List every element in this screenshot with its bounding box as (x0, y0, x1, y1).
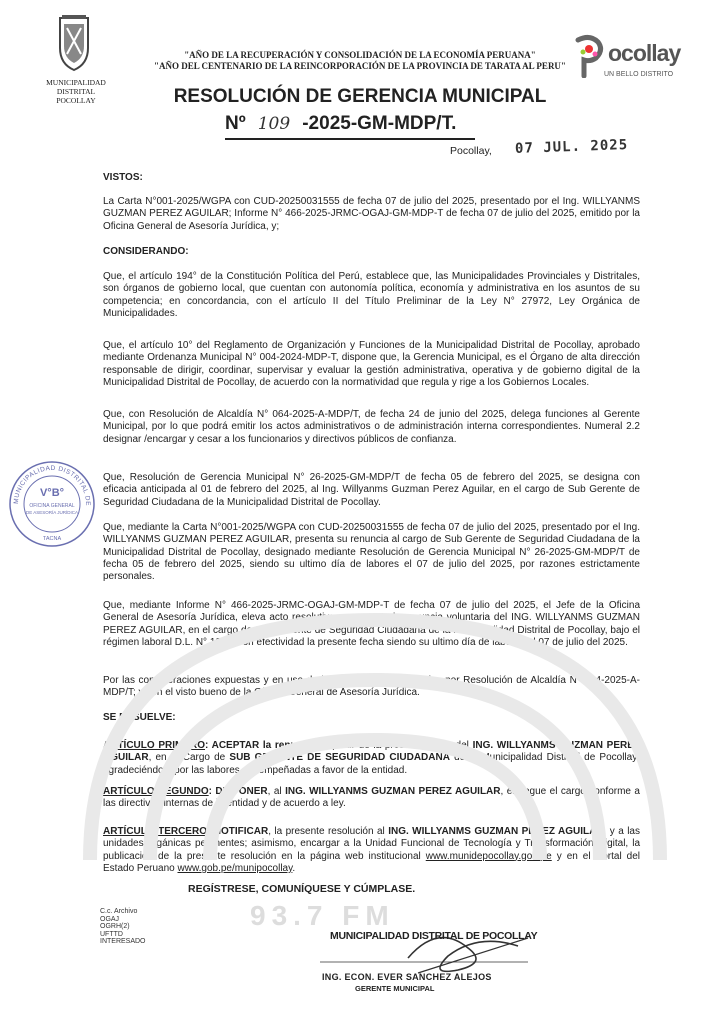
article-label: ARTÍCULO TERCERO (103, 826, 207, 837)
cc-item: OGAJ (100, 915, 120, 923)
cc-item: INTERESADO (100, 938, 146, 946)
place: Pocollay, (450, 145, 492, 157)
closing-formula: REGÍSTRESE, COMUNÍQUESE Y CÚMPLASE. (188, 883, 416, 895)
cc-item: OGRH(2) (100, 923, 130, 931)
cc-item: UFTTD (100, 930, 123, 938)
brand-name: ocollay (608, 40, 681, 66)
considerando-paragraph: Que, el artículo 194° de la Constitución Política del Perú, establece que, las Municipalidades Provinciales y Distritales, son órganos de gobierno local, que cuentan con autonomía política, economía y administrativa en los asuntos de su competencia; en concordancia, con el artículo II del Título Preliminar de la Ley N° 27972, Ley Orgánica de Municipalidades. (103, 271, 640, 319)
article-text: , entregue el cargo conforme a las directivas internas de la entidad y de acuerdo a ley. (103, 786, 640, 810)
signatory-name: ING. ECON. EVER SANCHEZ ALEJOS (322, 972, 492, 982)
stamp-vobo: V°B° (39, 487, 65, 499)
date-stamp: 07 JUL. 2025 (514, 137, 629, 157)
signature-stamp-org: MUNICIPALIDAD DISTRITAL DE POCOLLAY (330, 930, 538, 942)
number-prefix: Nº (225, 113, 246, 134)
brand-tagline: UN BELLO DISTRITO (604, 71, 674, 78)
article-verb: : NOTIFICAR (206, 826, 269, 837)
stamp-ring-text: MUNICIPALIDAD DISTRITAL DE (12, 464, 92, 507)
watermark-text: 93.7 FM (250, 900, 395, 931)
article-text: de la Municipalidad Distrital de Pocollay; agradeciéndole por las labores desempeñadas a favor de la entidad. (103, 752, 640, 776)
person-name: ING. WILLYANMS GUZMAN PEREZ AGUILAR (285, 786, 501, 797)
number-suffix: -2025-GM-MDP/T. (302, 113, 457, 134)
website-link[interactable]: www.munidepocollay.gob.pe (425, 850, 552, 862)
resuelve-heading: SE RESUELVE: (103, 712, 176, 723)
considerando-paragraph: Por las consideraciones expuestas y en uso de las atribuciones conferidas por Resolución de Alcaldía N° 064-2025-A-MDP/T; y con el visto bueno de la Oficina General de Asesoría Jurídica. (103, 675, 640, 699)
stamp-office-1: OFICINA GENERAL (29, 503, 75, 509)
vistos-heading: VISTOS: (103, 172, 143, 183)
legal-office-stamp (8, 460, 96, 548)
copy-recipients (100, 908, 146, 946)
article-text: , la presente resolución al (268, 826, 389, 837)
article-label: ARTÍCULO PRIMERO (103, 740, 205, 751)
article-primero (103, 740, 640, 777)
person-name: ING. WILLYANMS GUZMAN PEREZ AGUILAR (103, 740, 641, 764)
cargo-name: SUB GERENTE DE SEGURIDAD CIUDADANA (229, 752, 450, 764)
year-motto-1: "AÑO DE LA RECUPERACIÓN Y CONSOLIDACIÓN DE LA ECONOMÍA PERUANA" (184, 50, 536, 60)
article-text: , a partir de la presente fecha del (316, 740, 473, 751)
considerando-paragraph: Que, con Resolución de Alcaldía N° 064-2025-A-MDP/T, de fecha 24 de junio del 2025, delega funciones al Gerente Municipal, por lo que podrá emitir los actos administrativos o de administración interna correspondientes. Numeral 2.2 designar /encargar y cesar a los funcionarios y directivos públicos de confianza. (103, 409, 640, 445)
title-underline (225, 138, 475, 140)
person-name: ING. WILLYANMS GUZMAN PEREZ AGUILAR (388, 826, 604, 837)
article-segundo (103, 786, 640, 811)
municipal-crest-logo (56, 14, 92, 72)
article-text: , y a las unidades orgánicas pertinentes; asimismo, encargar a la Unidad Funcional de Tecnología y Transformación Digital, la publicación de la presente resolución en la página web institucional (103, 826, 640, 862)
article-text: . (292, 862, 296, 874)
document-title: RESOLUCIÓN DE GERENCIA MUNICIPAL (173, 86, 547, 107)
considerando-paragraph: Que, Resolución de Gerencia Municipal N° 26-2025-GM-MDP/T de fecha 05 de febrero del 2025, se designa con eficacia anticipada al 01 de febrero del 2025, al Ing. Willyanms Guzman Perez Aguilar, en el cargo de Sub Gerente de Seguridad Ciudadana de la Municipalidad Distrital de Pocollay. (103, 472, 640, 508)
considerando-paragraph: Que, mediante la Carta N°001-2025/WGPA con CUD-20250031555 de fecha 07 de julio del 2025, presentado por el Ing. WILLYANMS GUZMAN PEREZ AGUILAR, presenta su renuncia al cargo de Sub Gerente de Seguridad Ciudadana de la Municipalidad Distrital de Pocollay, designado mediante Resolución de Gerencia Municipal N° 26-2025-GM-MDP/T de fecha 05 de febrero del 2025, siendo su ultimo día de labores el 07 de julio del 2025, por razones estrictamente personales. (103, 522, 640, 583)
handwritten-number: 109 (257, 114, 291, 134)
stamp-office-2: DE ASESORÍA JURÍDICA (25, 510, 79, 515)
article-verb: : DISPONER (208, 786, 268, 797)
considerando-paragraph: Que, mediante Informe N° 466-2025-JRMC-OGAJ-GM-MDP-T de fecha 07 de julio del 2025, el Jefe de la Oficina General de Asesoría Jurídica, eleva acto resolutivo que acepta la renuncia voluntaria del ING. WILLYANMS GUZMAN PEREZ AGUILAR, en el cargo de Sub Gerente de Seguridad Ciudadana de la Municipalidad Distrital de Pocollay, bajo el régimen laboral D.L. N° 1057, con efectividad la presente fecha siendo su ultimo día de labores el 07 de julio del 2025. (103, 600, 640, 648)
article-label: ARTÍCULO SEGUNDO (103, 786, 209, 797)
cc-item: C.c. Archivo (100, 908, 138, 915)
article-text: y en el Portal del Estado Peruano (103, 850, 641, 874)
svg-text:MUNICIPALIDAD DISTRITAL DE POC (8, 460, 91, 506)
vistos-text: La Carta N°001-2025/WGPA con CUD-20250031555 de fecha 07 de julio del 2025, presentado por el Ing. WILLYANMS GUZMAN PEREZ AGUILAR; Informe N° 466-2025-JRMC-OGAJ-GM-MDP-T de fecha 07 de julio del 2025, emitido por la Oficina General de Asesoría Jurídica, y; (103, 196, 640, 232)
pocollay-brand-logo (574, 32, 694, 82)
portal-link[interactable]: www.gob.pe/munipocollay (177, 862, 293, 874)
resolution-number-line (225, 113, 495, 135)
brand-p-icon (574, 34, 604, 78)
signatory-role: GERENTE MUNICIPAL (355, 984, 435, 993)
municipality-line: DISTRITAL (56, 87, 96, 96)
considerando-paragraph: Que, el artículo 10° del Reglamento de Organización y Funciones de la Municipalidad Distrital de Pocollay, aprobado mediante Ordenanza Municipal N° 004-2024-MDP-T, dispone que, la Gerencia Municipal, es el Órgano de alta dirección responsable de dirigir, coordinar, supervisar y evaluar la gestión administrativa, operativa y de gobierno digital de la Municipalidad Distrital de Pocollay, de acuerdo con la normatividad que regula y rige a los Gobiernos Locales. (103, 340, 640, 388)
municipality-line: POCOLLAY (56, 96, 96, 105)
article-verb: : ACEPTAR la renuncia (205, 740, 317, 751)
stamp-city: TACNA (42, 536, 62, 542)
article-tercero (103, 826, 640, 875)
considerando-heading: CONSIDERANDO: (103, 246, 189, 257)
article-text: , al (267, 786, 286, 797)
municipality-line: MUNICIPALIDAD (46, 78, 106, 87)
article-text: , en el Cargo de (148, 752, 230, 764)
year-motto-2: "AÑO DEL CENTENARIO DE LA REINCORPORACIÓN DE LA PROVINCIA DE TARATA AL PERU" (154, 61, 566, 71)
